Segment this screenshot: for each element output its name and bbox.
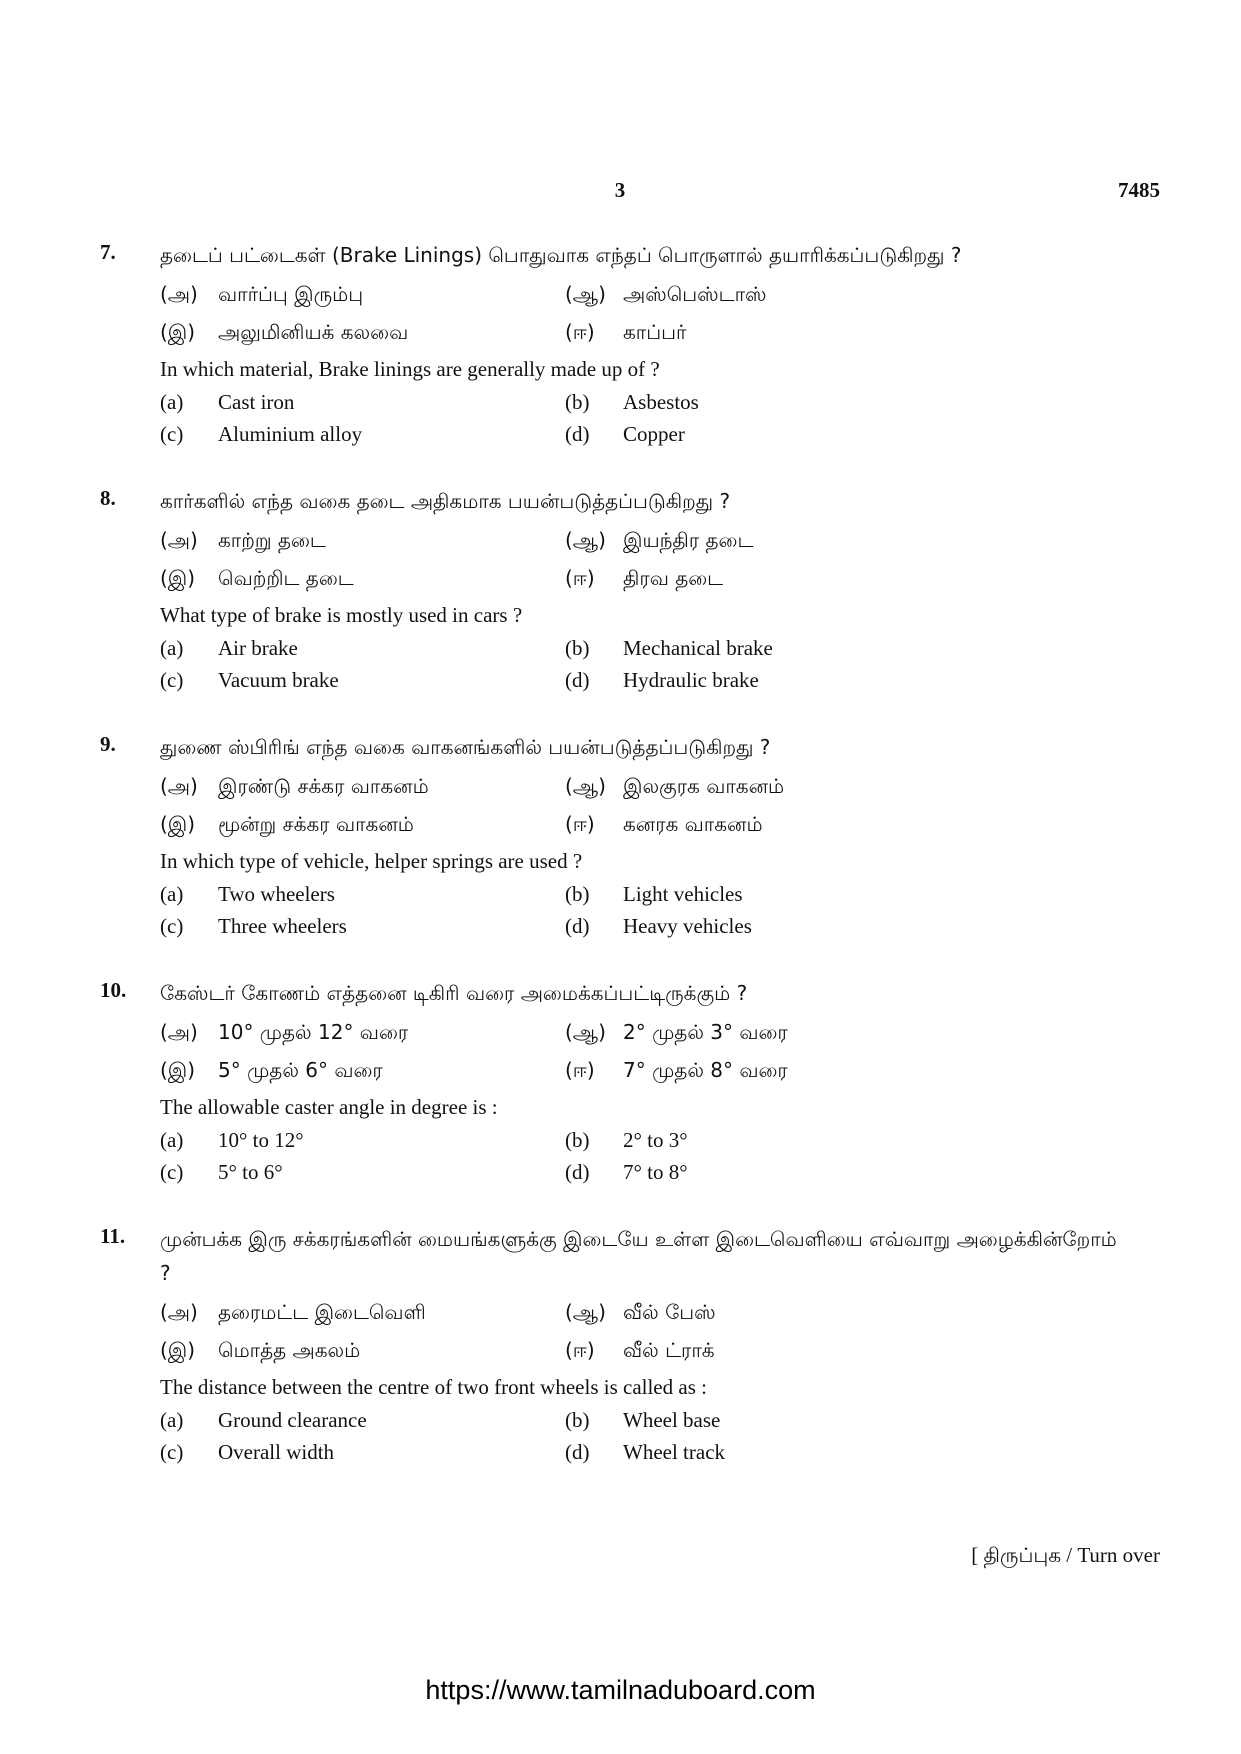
question-number: 11. [100, 1224, 126, 1248]
option-text: Ground clearance [218, 1407, 367, 1432]
option-text: மொத்த அகலம் [218, 1337, 361, 1362]
option-label: (a) [160, 881, 184, 906]
option-text: Three wheelers [218, 913, 347, 938]
option-text: தரைமட்ட இடைவெளி [218, 1299, 426, 1324]
option-text: Mechanical brake [623, 635, 773, 660]
option-english [160, 1408, 565, 1433]
question-list [0, 238, 1241, 1502]
option-english [160, 882, 565, 907]
option-tamil [565, 1058, 970, 1085]
option-english [160, 1160, 565, 1185]
question-text-tamil: கேஸ்டர் கோணம் எத்தனை டிகிரி வரை அமைக்கப்பட்டிருக்கும் ? [160, 981, 748, 1005]
question-text-english: In which material, Brake linings are generally made up of ? [160, 357, 660, 381]
option-text: இயந்திர தடை [623, 527, 754, 552]
option-text: 7° to 8° [623, 1159, 688, 1184]
option-tamil [160, 566, 565, 593]
option-english [565, 1408, 970, 1433]
option-label: (b) [565, 389, 590, 414]
option-english [160, 636, 565, 661]
option-text: Two wheelers [218, 881, 335, 906]
option-label: (இ) [160, 1337, 196, 1362]
option-label: (c) [160, 913, 184, 938]
option-text: Air brake [218, 635, 298, 660]
option-tamil [160, 1058, 565, 1085]
option-label: (b) [565, 1127, 590, 1152]
option-text: Wheel track [623, 1439, 726, 1464]
option-text: 2° to 3° [623, 1127, 688, 1152]
option-tamil [160, 1338, 565, 1365]
option-label: (இ) [160, 811, 196, 836]
option-english [160, 668, 565, 693]
option-tamil [565, 528, 970, 555]
question-text-english: The distance between the centre of two front wheels is called as : [160, 1375, 707, 1399]
option-tamil [565, 566, 970, 593]
option-text: வீல் பேஸ் [623, 1299, 716, 1324]
option-english [160, 1440, 565, 1465]
option-text: 7° முதல் 8° வரை [623, 1057, 788, 1082]
question-text-english: What type of brake is mostly used in cars ? [160, 603, 523, 627]
paper-code: 7485 [1118, 178, 1160, 202]
question-block [0, 976, 1241, 1188]
option-label: (அ) [160, 281, 198, 306]
option-tamil [565, 812, 970, 839]
option-label: (c) [160, 1159, 184, 1184]
option-label: (அ) [160, 1019, 198, 1044]
option-text: இலகுரக வாகனம் [623, 773, 785, 798]
option-tamil [565, 320, 970, 347]
option-english [565, 636, 970, 661]
option-english [160, 390, 565, 415]
option-label: (ஈ) [565, 319, 595, 344]
option-tamil [160, 774, 565, 801]
turn-over-bracket: [ [971, 1543, 979, 1567]
question-number: 9. [100, 732, 116, 756]
option-tamil [565, 282, 970, 309]
option-label: (அ) [160, 1299, 198, 1324]
option-text: Overall width [218, 1439, 335, 1464]
option-label: (அ) [160, 773, 198, 798]
option-label: (d) [565, 1439, 590, 1464]
option-label: (a) [160, 635, 184, 660]
question-block [0, 238, 1241, 450]
option-english [160, 1128, 565, 1153]
option-text: Heavy vehicles [623, 913, 752, 938]
option-tamil [565, 1300, 970, 1327]
option-tamil [160, 1300, 565, 1327]
question-text-tamil: துணை ஸ்பிரிங் எந்த வகை வாகனங்களில் பயன்படுத்தப்படுகிறது ? [160, 735, 771, 759]
option-label: (a) [160, 1407, 184, 1432]
option-text: வார்ப்பு இரும்பு [218, 281, 364, 306]
option-label: (b) [565, 635, 590, 660]
option-label: (ஈ) [565, 565, 595, 590]
option-text: காற்று தடை [218, 527, 326, 552]
option-label: (d) [565, 913, 590, 938]
option-text: இரண்டு சக்கர வாகனம் [218, 773, 429, 798]
option-label: (இ) [160, 1057, 196, 1082]
option-tamil [160, 1020, 565, 1047]
option-text: வீல் ட்ராக் [623, 1337, 715, 1362]
option-english [160, 914, 565, 939]
footer-url-link[interactable]: https://www.tamilnaduboard.com [425, 1675, 816, 1705]
question-block [0, 1222, 1241, 1468]
option-text: Asbestos [623, 389, 699, 414]
question-block [0, 730, 1241, 942]
option-label: (b) [565, 881, 590, 906]
option-tamil [565, 1338, 970, 1365]
question-number: 7. [100, 240, 116, 264]
question-text-english: In which type of vehicle, helper springs are used ? [160, 849, 583, 873]
question-text-tamil: கார்களில் எந்த வகை தடை அதிகமாக பயன்படுத்தப்படுகிறது ? [160, 489, 731, 513]
question-text-english: The allowable caster angle in degree is : [160, 1095, 498, 1119]
question-number: 8. [100, 486, 116, 510]
option-english [565, 1440, 970, 1465]
option-text: 10° முதல் 12° வரை [218, 1019, 409, 1044]
option-label: (ஆ) [565, 281, 606, 306]
turn-over-note [800, 1543, 1160, 1570]
option-label: (ஆ) [565, 773, 606, 798]
option-label: (ஆ) [565, 1299, 606, 1324]
turn-over-tamil: திருப்புக [983, 1543, 1061, 1567]
option-label: (இ) [160, 565, 196, 590]
turn-over-separator: / [1066, 1543, 1073, 1567]
option-tamil [160, 282, 565, 309]
option-text: அஸ்பெஸ்டாஸ் [623, 281, 767, 306]
option-text: 5° முதல் 6° வரை [218, 1057, 383, 1082]
option-label: (ஈ) [565, 811, 595, 836]
option-tamil [160, 528, 565, 555]
option-english [160, 422, 565, 447]
option-label: (a) [160, 389, 184, 414]
option-label: (d) [565, 421, 590, 446]
option-text: Aluminium alloy [218, 421, 363, 446]
option-label: (b) [565, 1407, 590, 1432]
option-label: (a) [160, 1127, 184, 1152]
question-text-tamil: முன்பக்க இரு சக்கரங்களின் மையங்களுக்கு இடையே உள்ள இடைவெளியை எவ்வாறு அழைக்கின்றோம் ? [160, 1227, 1117, 1285]
question-block [0, 484, 1241, 696]
option-label: (ஆ) [565, 527, 606, 552]
option-label: (அ) [160, 527, 198, 552]
option-text: Cast iron [218, 389, 295, 414]
option-text: கனரக வாகனம் [623, 811, 763, 836]
option-label: (ஈ) [565, 1057, 595, 1082]
option-tamil [565, 774, 970, 801]
option-text: Wheel base [623, 1407, 721, 1432]
option-text: Copper [623, 421, 685, 446]
option-text: 10° to 12° [218, 1127, 304, 1152]
option-label: (c) [160, 421, 184, 446]
question-number: 10. [100, 978, 127, 1002]
option-label: (ஈ) [565, 1337, 595, 1362]
page-number: 3 [614, 178, 626, 202]
option-label: (c) [160, 667, 184, 692]
option-tamil [160, 320, 565, 347]
option-label: (c) [160, 1439, 184, 1464]
option-english [565, 422, 970, 447]
option-english [565, 914, 970, 939]
option-text: அலுமினியக் கலவை [218, 319, 409, 344]
option-text: 5° to 6° [218, 1159, 283, 1184]
option-tamil [565, 1020, 970, 1047]
option-text: காப்பர் [623, 319, 687, 344]
option-label: (d) [565, 667, 590, 692]
option-text: மூன்று சக்கர வாகனம் [218, 811, 414, 836]
option-text: Vacuum brake [218, 667, 339, 692]
option-english [565, 390, 970, 415]
option-english [565, 1128, 970, 1153]
option-text: வெற்றிட தடை [218, 565, 354, 590]
option-english [565, 1160, 970, 1185]
option-text: Light vehicles [623, 881, 743, 906]
option-tamil [160, 812, 565, 839]
option-label: (இ) [160, 319, 196, 344]
option-text: 2° முதல் 3° வரை [623, 1019, 788, 1044]
option-label: (d) [565, 1159, 590, 1184]
option-english [565, 668, 970, 693]
turn-over-english: Turn over [1077, 1543, 1160, 1567]
option-label: (ஆ) [565, 1019, 606, 1044]
question-text-tamil: தடைப் பட்டைகள் (Brake Linings) பொதுவாக எந்தப் பொருளால் தயாரிக்கப்படுகிறது ? [160, 243, 962, 267]
option-text: திரவ தடை [623, 565, 724, 590]
option-text: Hydraulic brake [623, 667, 759, 692]
option-english [565, 882, 970, 907]
